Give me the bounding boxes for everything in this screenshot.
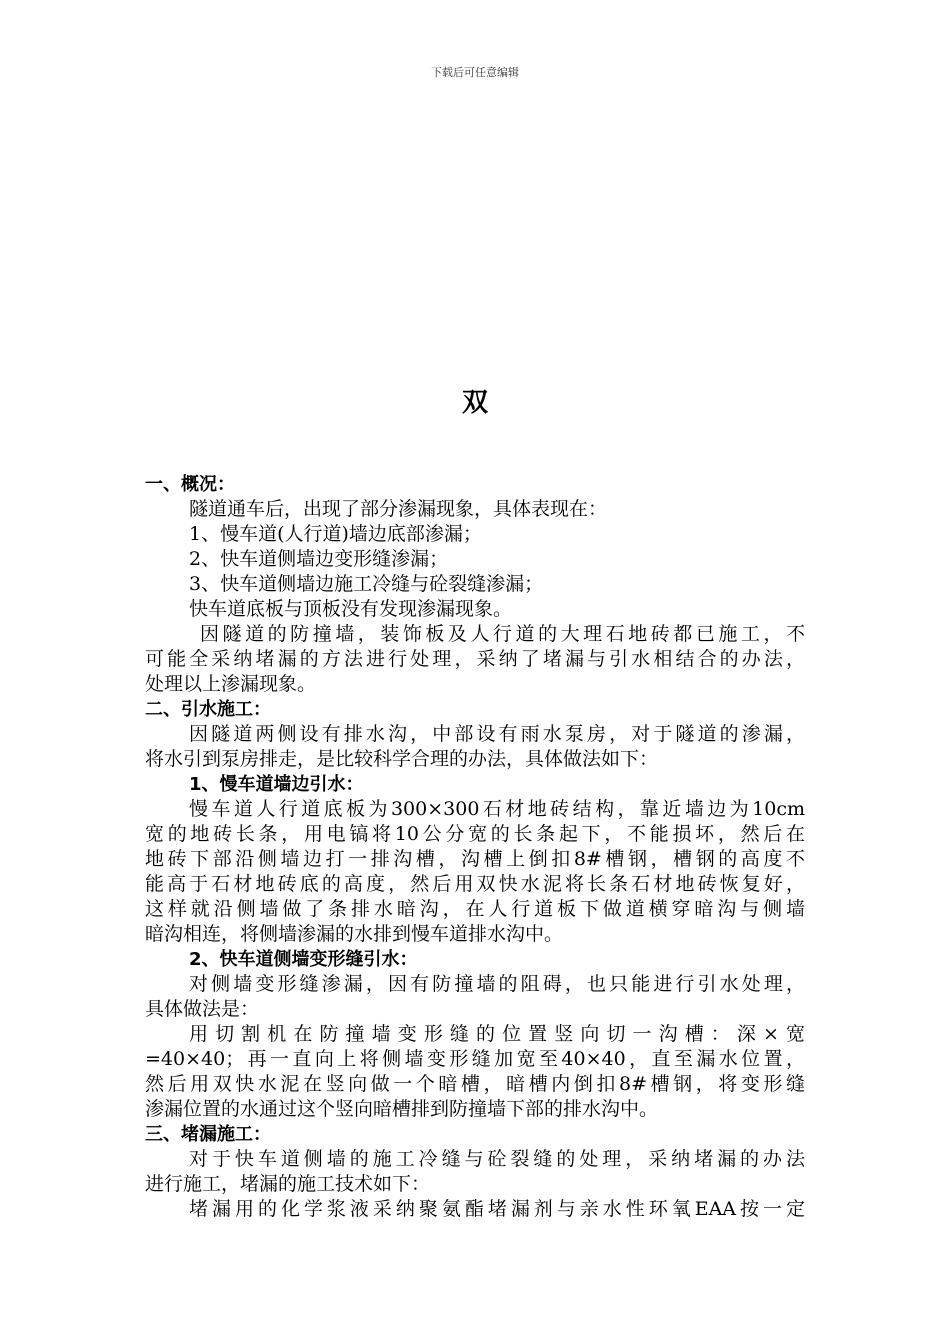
document-body xyxy=(145,472,805,1222)
paragraph-line: 对于快车道侧墙的施工冷缝与砼裂缝的处理，采纳堵漏的办法 xyxy=(189,1148,805,1170)
paragraph-line: 快车道底板与顶板没有发现渗漏现象。 xyxy=(189,598,513,620)
paragraph-line: 隧道通车后，出现了部分渗漏现象，具体表现在： xyxy=(189,498,608,520)
paragraph-line: 用切割机在防撞墙变形缝的位置竖向切一沟槽：深×宽 xyxy=(189,1023,805,1045)
paragraph-line: 地砖下部沿侧墙边打一排沟槽，沟槽上倒扣8#槽钢，槽钢的高度不 xyxy=(145,848,805,870)
paragraph-line: 具体做法是： xyxy=(145,998,260,1020)
paragraph-line: 因隧道两侧设有排水沟，中部设有雨水泵房，对于隧道的渗漏， xyxy=(189,723,805,745)
paragraph-line: 将水引到泵房排走，是比较科学合理的办法，具体做法如下： xyxy=(145,748,659,770)
paragraph-line: 3、快车道侧墙边施工冷缝与砼裂缝渗漏； xyxy=(189,573,544,595)
paragraph-line: =40×40；再一直向上将侧墙变形缝加宽至40×40，直至漏水位置， xyxy=(145,1048,805,1070)
section-heading: 1、慢车道墙边引水： xyxy=(189,774,364,795)
header-note: 下载后可任意编辑 xyxy=(431,66,519,79)
paragraph-line: 然后用双快水泥在竖向做一个暗槽，暗槽内倒扣8#槽钢，将变形缝 xyxy=(145,1073,805,1095)
paragraph-line: 暗沟相连，将侧墙渗漏的水排到慢车道排水沟中。 xyxy=(145,923,564,945)
paragraph-line: 进行施工，堵漏的施工技术如下： xyxy=(145,1173,431,1195)
paragraph-line: 1、慢车道(人行道)墙边底部渗漏； xyxy=(189,523,482,545)
section-heading: 一、概况： xyxy=(145,474,235,495)
paragraph-line: 堵漏用的化学浆液采纳聚氨酯堵漏剂与亲水性环氧EAA按一定 xyxy=(189,1198,805,1220)
paragraph-line: 2、快车道侧墙边变形缝渗漏； xyxy=(189,548,449,570)
section-heading: 三、堵漏施工： xyxy=(145,1124,271,1145)
paragraph-line: 能高于石材地砖底的高度，然后用双快水泥将长条石材地砖恢复好， xyxy=(145,873,805,895)
paragraph-line: 对侧墙变形缝渗漏，因有防撞墙的阻碍，也只能进行引水处理， xyxy=(189,973,805,995)
section-heading: 2、快车道侧墙变形缝引水： xyxy=(189,949,418,970)
section-heading: 二、引水施工： xyxy=(145,699,271,720)
paragraph-line: 可能全采纳堵漏的方法进行处理，采纳了堵漏与引水相结合的办法， xyxy=(145,648,805,670)
paragraph-line: 这样就沿侧墙做了条排水暗沟，在人行道板下做道横穿暗沟与侧墙 xyxy=(145,898,805,920)
paragraph-line: 处理以上渗漏现象。 xyxy=(145,673,317,695)
paragraph-line: 慢车道人行道底板为300×300石材地砖结构，靠近墙边为10cm xyxy=(189,798,805,820)
paragraph-line: 因隧道的防撞墙，装饰板及人行道的大理石地砖都已施工，不 xyxy=(200,623,805,645)
paragraph-line: 宽的地砖长条，用电镐将10公分宽的长条起下，不能损坏，然后在 xyxy=(145,823,805,845)
paragraph-line: 渗漏位置的水通过这个竖向暗槽排到防撞墙下部的排水沟中。 xyxy=(145,1098,659,1120)
document-title: 双 xyxy=(461,388,488,418)
